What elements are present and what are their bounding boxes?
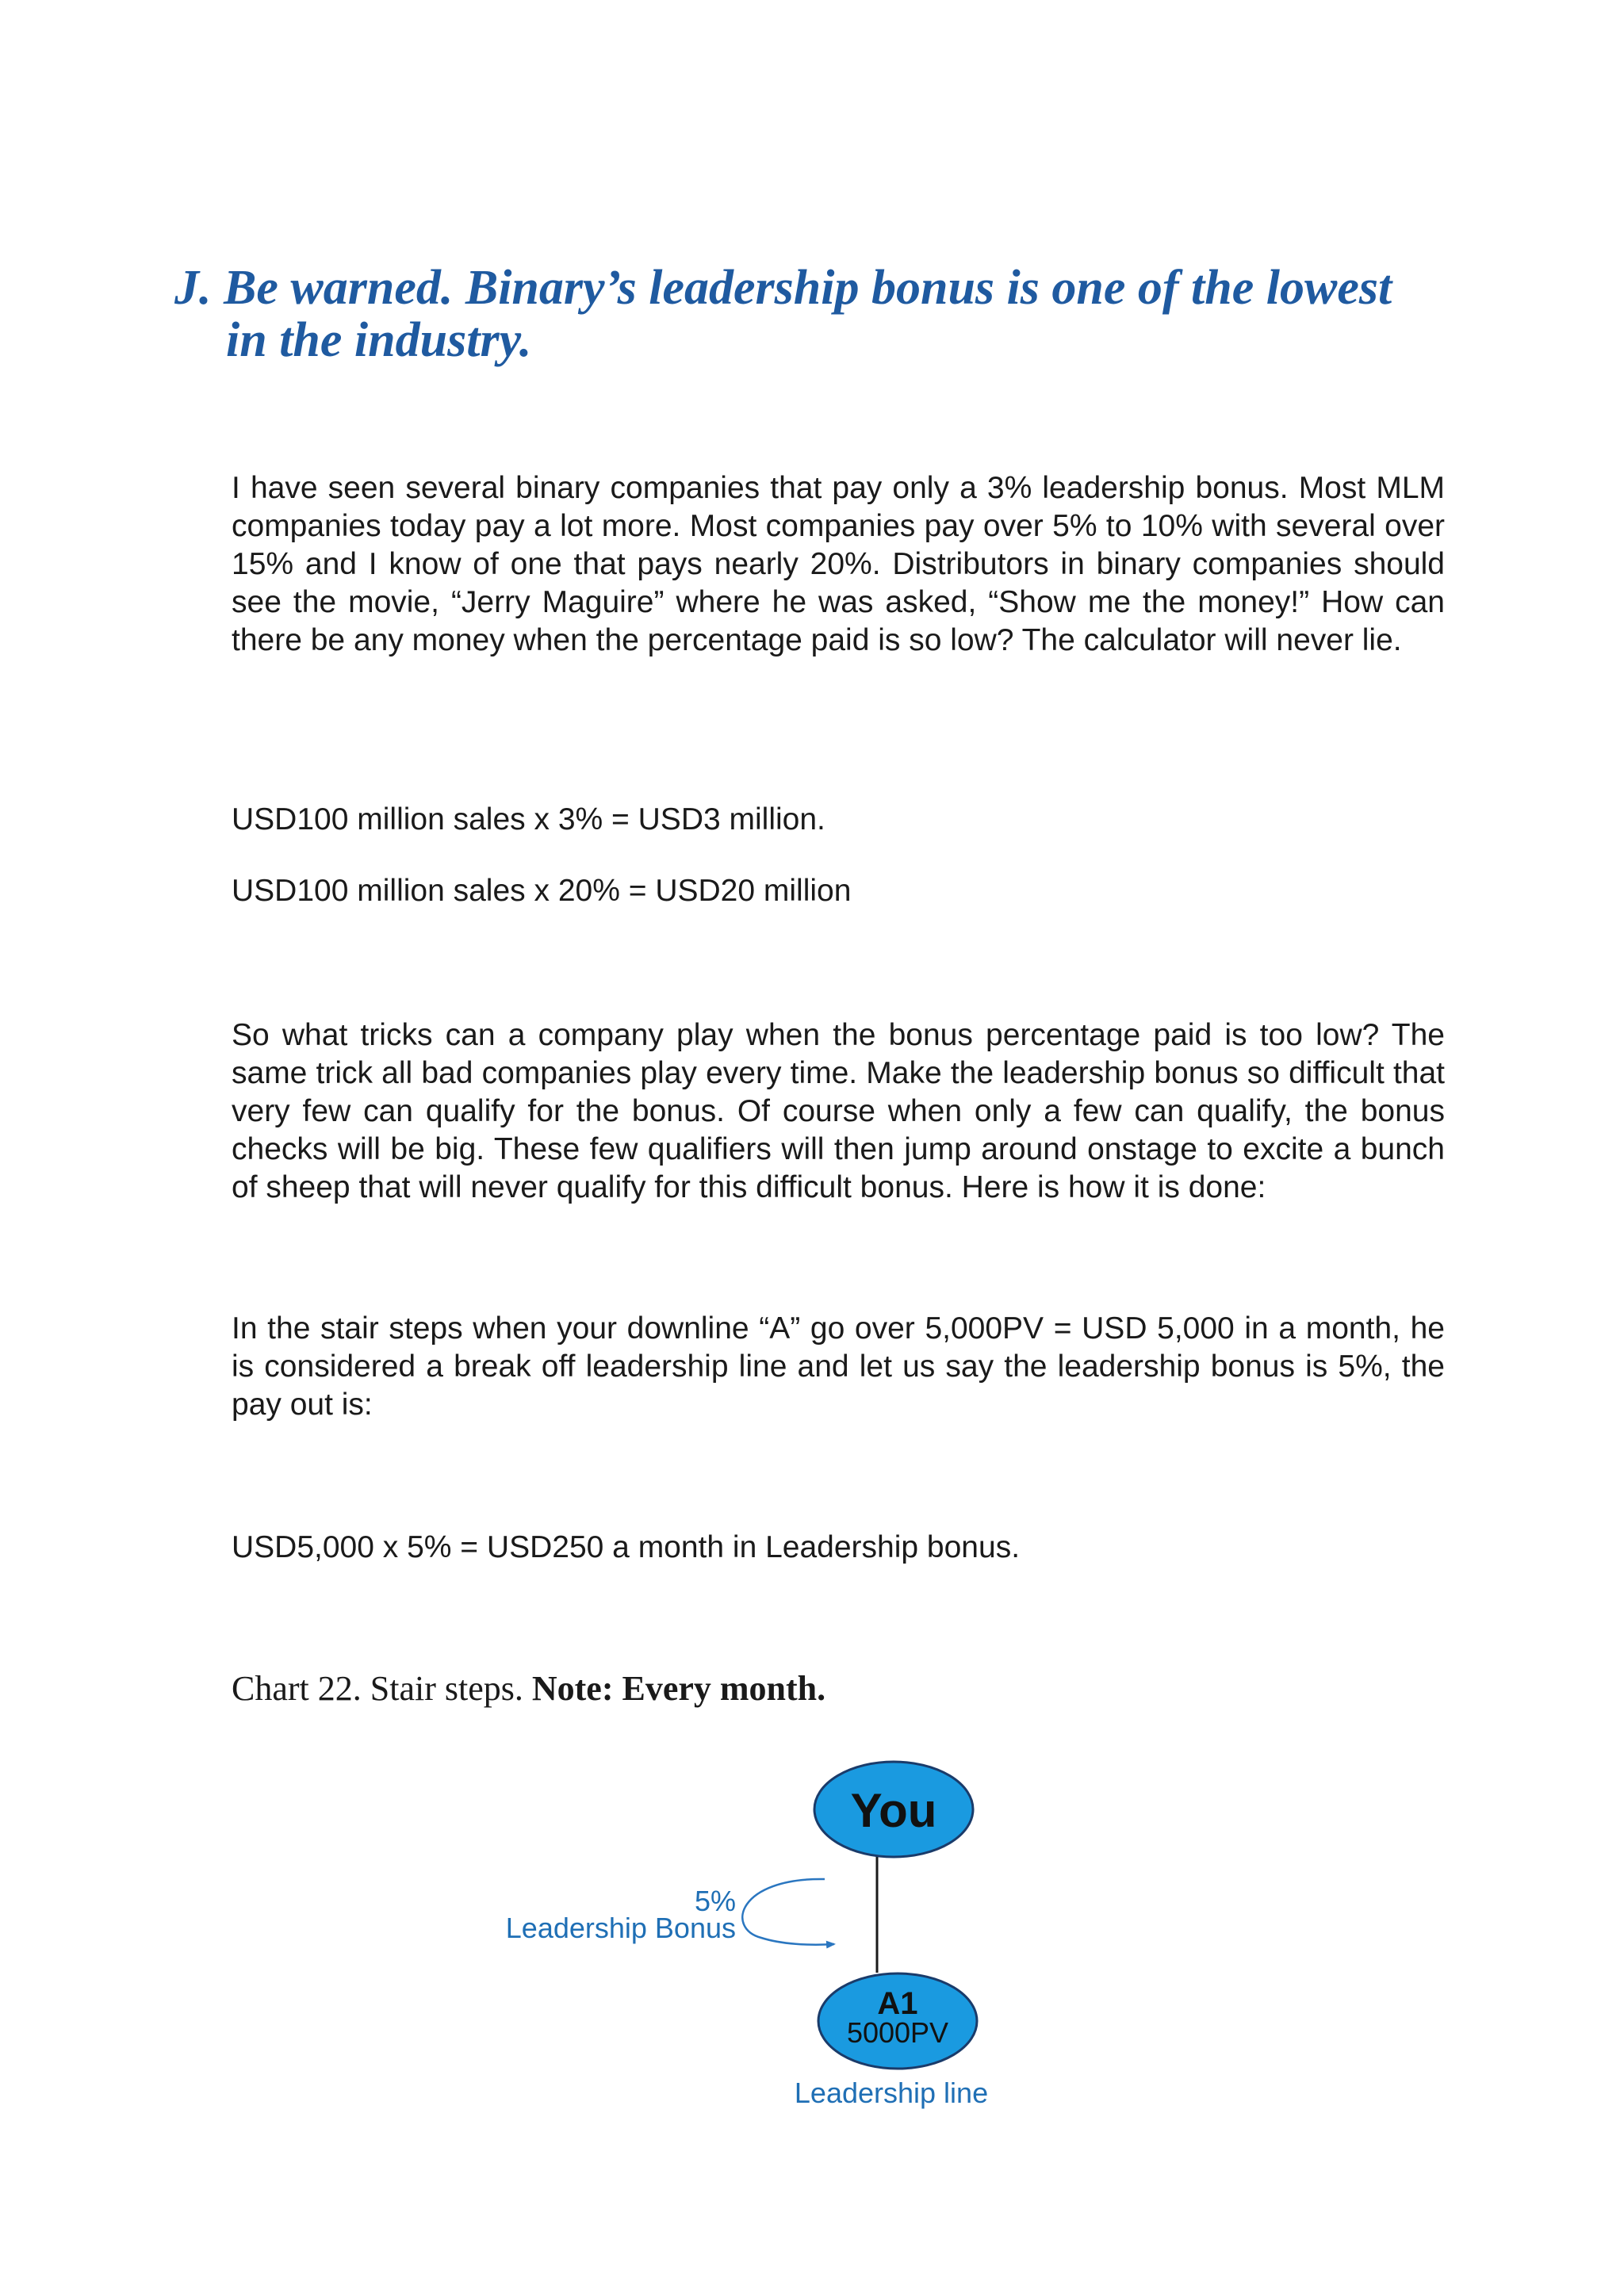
bonus-percent-label: 5% xyxy=(694,1885,736,1917)
paragraph-tricks: So what tricks can a company play when the bonus percentage paid is too low? The same trick all bad companies play every time. Make the leadership bonus so difficult that very few can qualify for the bonus. Of course when only a few can qualify, the bonus checks will be big. These few qualifiers will then jump around onstage to excite a bunch of sheep that will never qualify for this difficult bonus. Here is how it is done: xyxy=(232,1018,1445,1204)
node-you-label: You xyxy=(850,1784,937,1837)
section-heading-line1: J. Be warned. Binary’s leadership bonus is one of the lowest xyxy=(174,261,1392,315)
node-you xyxy=(814,1762,973,1857)
chart-caption-note: Note: Every month. xyxy=(531,1669,826,1708)
leadership-line-label: Leadership line xyxy=(794,2077,989,2109)
bonus-name-label: Leadership Bonus xyxy=(505,1912,736,1944)
equation-leadership-bonus: USD5,000 x 5% = USD250 a month in Leadership bonus. xyxy=(232,1530,1021,1564)
paragraph-intro: I have seen several binary companies that pay only a 3% leadership bonus. Most MLM companies today pay a lot more. Most companies pay over 5% to 10% with several over 15% and I know of one that pays nearly 20%. Distributors in binary companies should see the movie, “Jerry Maguire” where he was asked, “Show me the money!” How can there be any money when the percentage paid is so low? The calculator will never lie. xyxy=(232,471,1445,657)
bonus-arrow xyxy=(742,1879,834,1945)
equation-20-percent: USD100 million sales x 20% = USD20 million xyxy=(232,874,852,908)
paragraph-stair-steps: In the stair steps when your downline “A” go over 5,000PV = USD 5,000 in a month, he is considered a break off leadership line and let us say the leadership bonus is 5%, the pay out is: xyxy=(232,1311,1445,1422)
section-heading-line2: in the industry. xyxy=(226,313,532,367)
node-a1 xyxy=(818,1973,977,2069)
chart-caption-prefix: Chart 22. Stair steps. xyxy=(232,1669,523,1708)
equation-3-percent: USD100 million sales x 3% = USD3 million. xyxy=(232,802,825,836)
node-a1-title: A1 xyxy=(877,1986,918,2021)
node-a1-value: 5000PV xyxy=(846,2016,949,2049)
